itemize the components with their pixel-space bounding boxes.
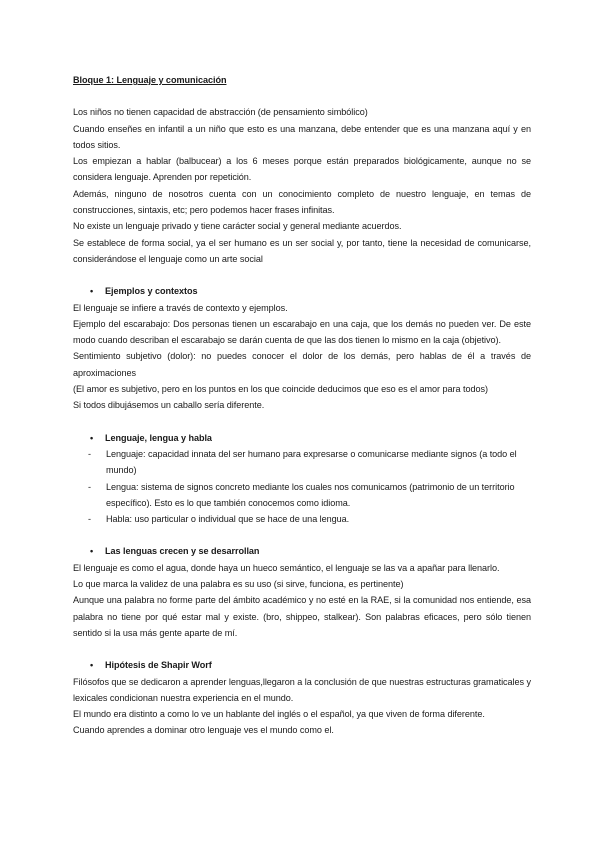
paragraph: Se establece de forma social, ya el ser humano es un ser social y, por tanto, tiene la necesidad de comunicarse, considerándose el lenguaje como un arte social — [73, 237, 531, 264]
paragraph: No existe un lenguaje privado y tiene carácter social y general mediante acuerdos. — [73, 221, 402, 232]
section-heading-text: Ejemplos y contextos — [105, 286, 198, 297]
document-body — [73, 72, 531, 739]
paragraph: Cuando aprendes a dominar otro lenguaje ves el mundo como el. — [73, 725, 334, 736]
section-hipotesis — [73, 657, 531, 738]
bullet-icon: • — [90, 286, 94, 297]
section-heading — [90, 283, 531, 299]
bullet-icon: • — [90, 660, 94, 671]
paragraph: Filósofos que se dedicaron a aprender lenguas,llegaron a la conclusión de que nuestras estructuras gramaticales y lexicales condicionan nuestra experiencia en el mundo. — [73, 676, 531, 703]
bullet-icon: • — [90, 432, 94, 443]
paragraph: Cuando enseñes en infantil a un niño que esto es una manzana, debe entender que es una manzana aquí y en todos sitios. — [73, 123, 531, 150]
section-heading — [90, 657, 531, 673]
section-heading-text: Hipótesis de Shapir Worf — [105, 660, 212, 671]
paragraph: El lenguaje se infiere a través de contexto y ejemplos. — [73, 302, 288, 313]
bullet-icon: • — [90, 546, 94, 557]
section-heading-text: Lenguaje, lengua y habla — [105, 432, 212, 443]
section-heading-text: Las lenguas crecen y se desarrollan — [105, 546, 260, 557]
document-title: Bloque 1: Lenguaje y comunicación — [73, 75, 227, 85]
paragraph: Sentimiento subjetivo (dolor): no puedes conocer el dolor de los demás, pero hablas de él a través de aproximaciones — [73, 351, 531, 378]
section-ejemplos — [73, 283, 531, 413]
list-item-text: Habla: uso particular o individual que se hace de una lengua. — [106, 514, 350, 525]
paragraph: El lenguaje es como el agua, donde haya un hueco semántico, el lenguaje se las va a apañar para llenarlo. — [73, 562, 500, 573]
paragraph: Los empiezan a hablar (balbucear) a los 6 meses porque están preparados biológicamente, aunque no se considera lenguaje. Aprenden por repetición. — [73, 156, 531, 183]
list-item-text: Lenguaje: capacidad innata del ser humano para expresarse o comunicarse mediante signos (a todo el mundo) — [106, 448, 517, 476]
paragraph: Además, ninguno de nosotros cuenta con un conocimiento completo de nuestro lenguaje, en temas de construcciones, sintaxis, etc; pero podemos hacer frases infinitas. — [73, 188, 531, 216]
section-heading — [90, 543, 531, 559]
dash-icon: - — [88, 514, 91, 525]
paragraph: Lo que marca la validez de una palabra es su uso (si sirve, funciona, es pertinente) — [73, 579, 404, 590]
section-lenguas-crecen — [73, 543, 531, 641]
dash-icon: - — [88, 448, 91, 459]
paragraph: Los niños no tienen capacidad de abstracción (de pensamiento simbólico) — [73, 107, 368, 118]
paragraph: Si todos dibujásemos un caballo sería diferente. — [73, 400, 265, 411]
list-item — [73, 479, 531, 512]
paragraph: Ejemplo del escarabajo: Dos personas tienen un escarabajo en una caja, que los demás no pueden ver. De este modo cuando describan el escarabajo se darán cuenta de que las dos tienen lo mismo en la caja (objetivo). — [73, 318, 531, 346]
section-heading — [90, 430, 531, 446]
section-lenguaje-lengua-habla — [73, 430, 531, 528]
paragraph: Aunque una palabra no forme parte del ámbito académico y no esté en la RAE, si la comunidad nos entiende, esa palabra no tiene por qué estar mal y existe. (bro, shippeo, stalkear). Son palabras eficaces, pero sólo tienen sentido si la usa más gente aparte de mí. — [73, 595, 531, 638]
list-item — [73, 446, 531, 479]
intro-block — [73, 104, 531, 267]
list-item-text: Lengua: sistema de signos concreto mediante los cuales nos comunicamos (patrimonio de un territorio específico). Esto es lo que también conocemos como idioma. — [106, 481, 515, 508]
paragraph: El mundo era distinto a como lo ve un hablante del inglés o el español, ya que viven de forma diferente. — [73, 709, 485, 720]
dash-icon: - — [88, 481, 91, 492]
paragraph: (El amor es subjetivo, pero en los puntos en los que coincide deducimos que eso es el amor para todos) — [73, 384, 488, 395]
list-item — [73, 511, 531, 527]
